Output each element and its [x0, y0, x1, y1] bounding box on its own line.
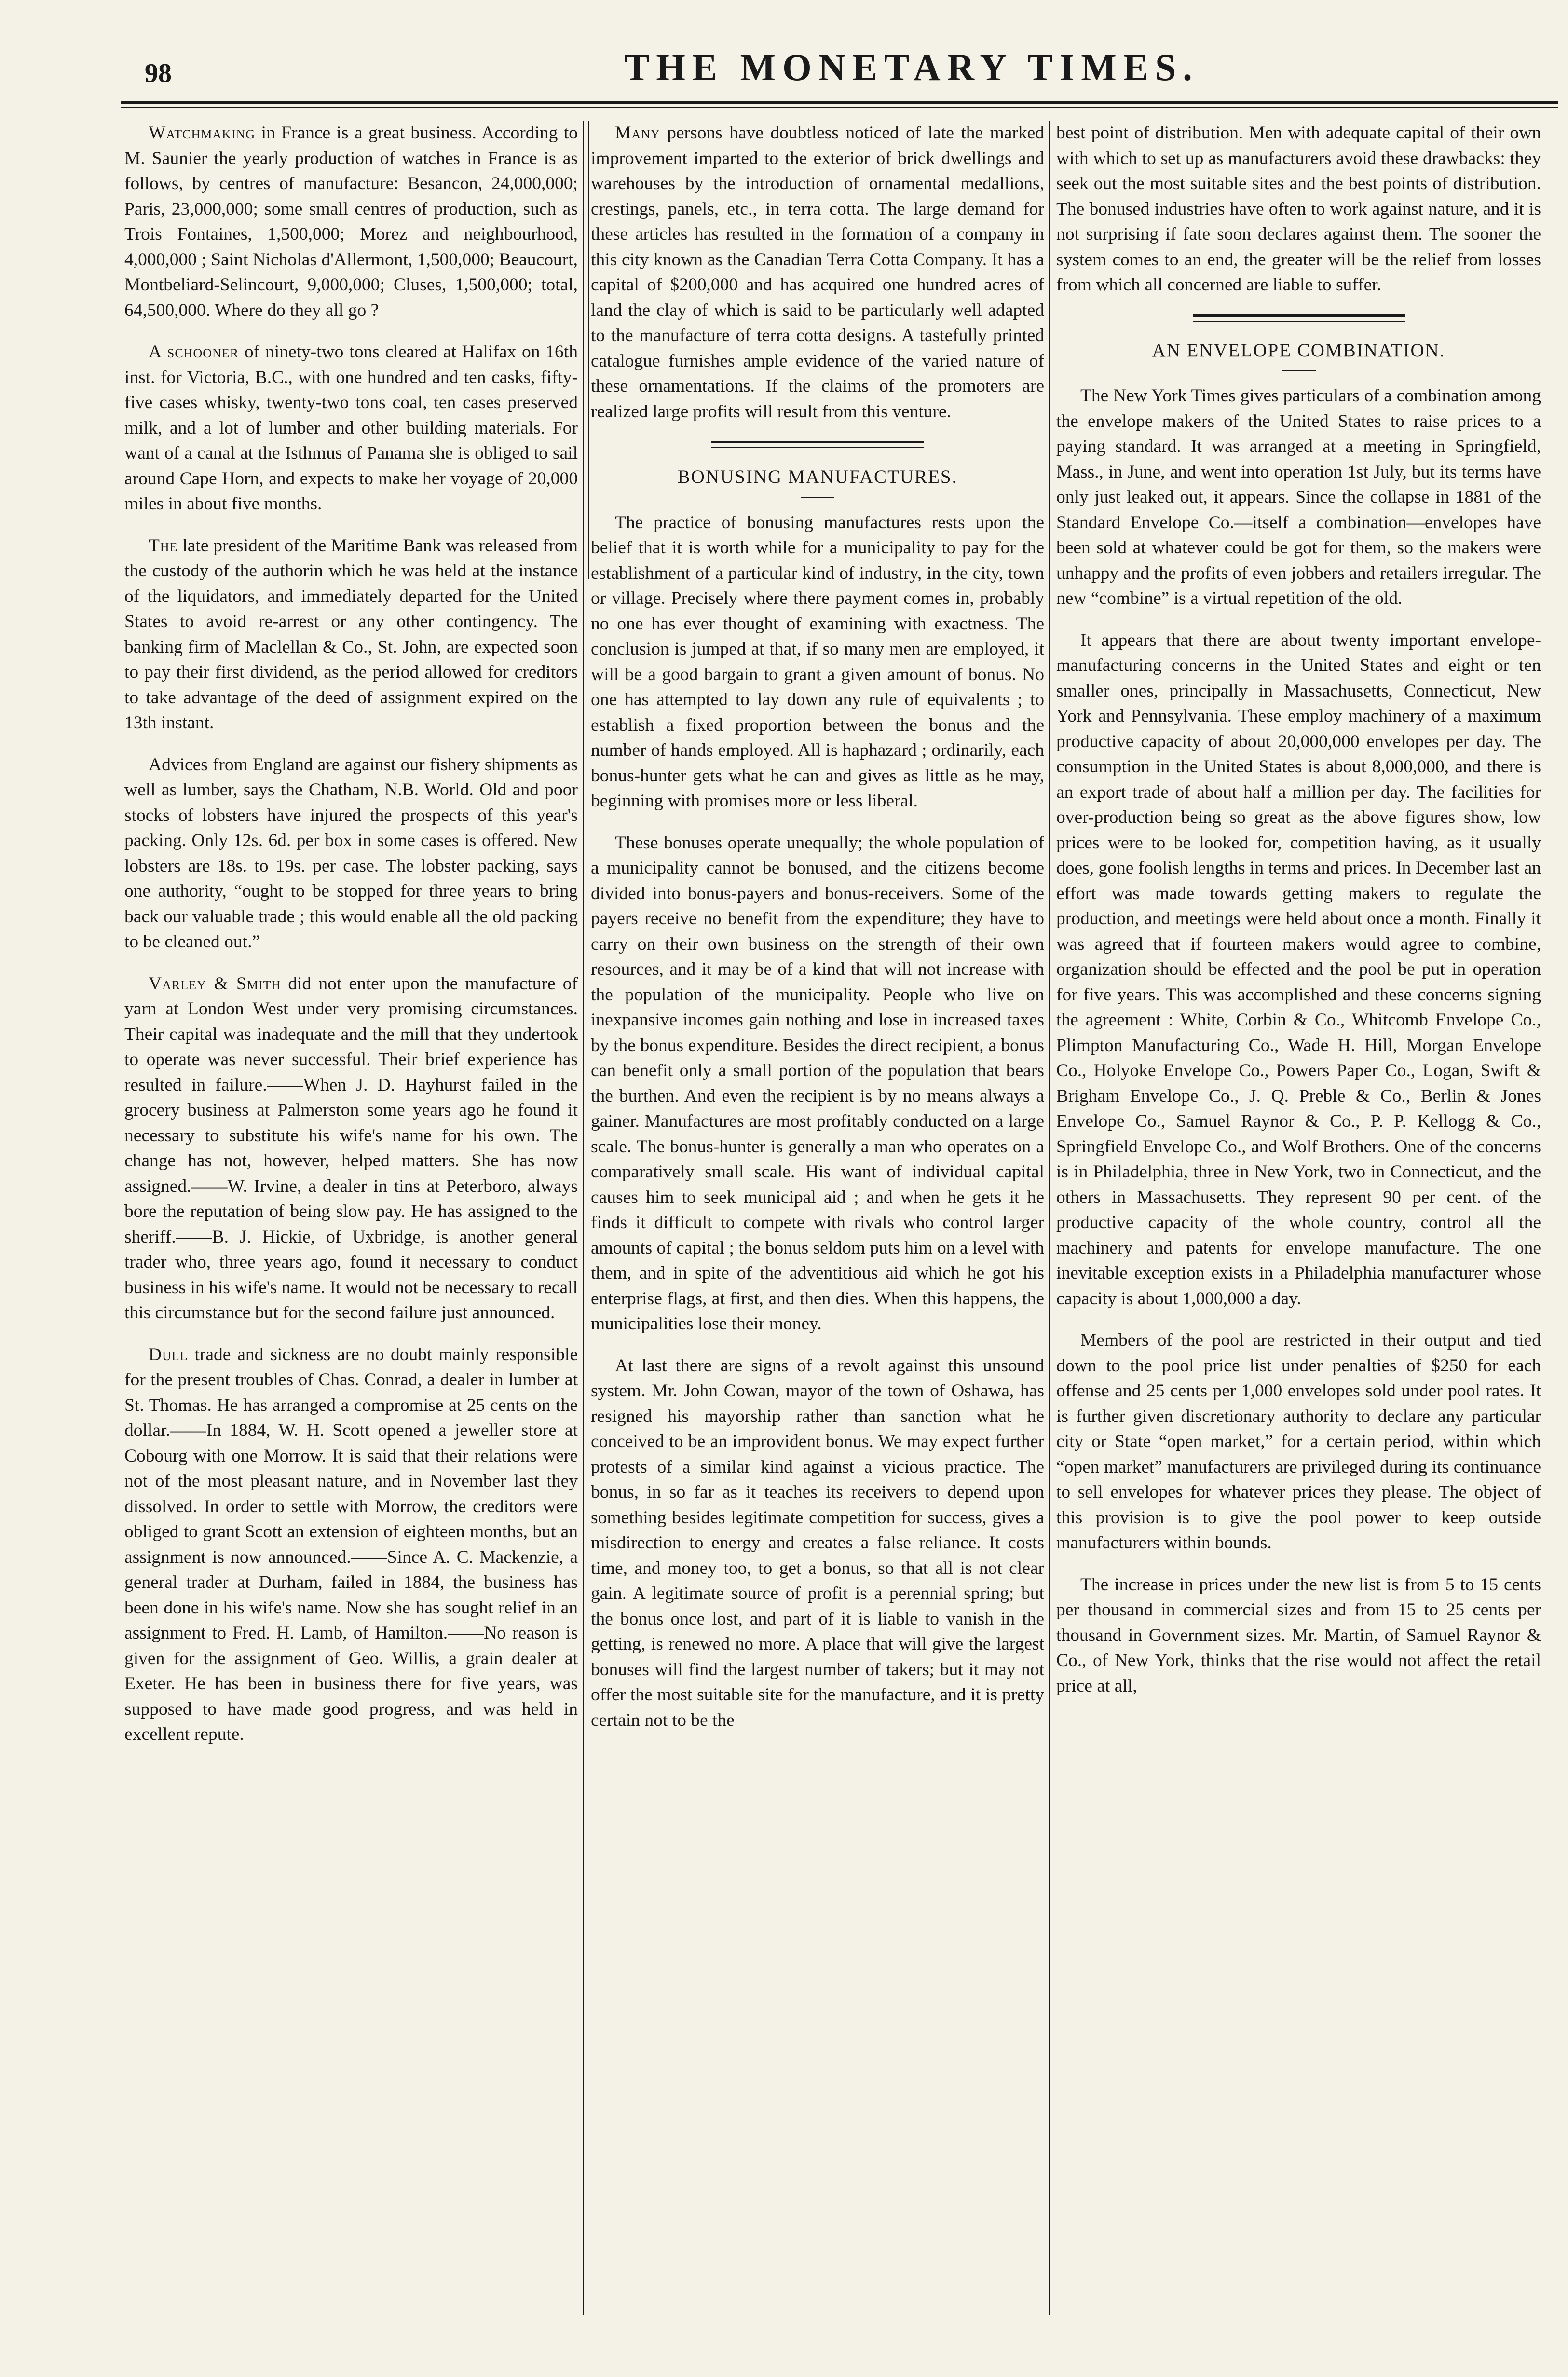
section-separator	[711, 441, 924, 448]
section-separator	[1193, 314, 1405, 322]
article-paragraph: Members of the pool are restricted in their output and tied down to the pool price list under penalties of $250 for each offense and 25 cents per 1,000 envelopes sold under pool rates. It is further given discretionary authority to declare any particular city or State “open market,” for a certain period, within which “open market” manufacturers are privileged during its continuance to sell envelopes for whatever prices they please. The object of this provision is to give the pool power to keep outside manufacturers within bounds.	[1056, 1330, 1541, 1553]
column-2	[591, 121, 1044, 2315]
column-1	[124, 121, 578, 2315]
masthead-rule	[121, 101, 1558, 104]
news-item: The late president of the Maritime Bank was released from the custody of the authorin which he was held at the instance of the liquidators, and immediately departed for the United States to avoid re-arrest or any other contingency. The banking firm of Maclellan & Co., St. John, are expected soon to pay their first dividend, as the period allowed for creditors to take advantage of the deed of assignment expired on the 13th instant.	[124, 535, 578, 733]
column-3	[1056, 121, 1541, 2315]
page-number: 98	[145, 58, 172, 88]
news-item: Dull trade and sickness are no doubt mainly responsible for the present troubles of Chas. Conrad, a dealer in lumber at St. Thomas. He has arranged a compromise at 25 cents on the dollar.——In 1884, W. H. Scott opened a jeweller store at Cobourg with one Morrow. It is said that their relations were not of the most pleasant nature, and in November last they dissolved. In order to settle with Morrow, the creditors were obliged to grant Scott an extension of eighteen months, but an assignment is now announced.——Since A. C. Mackenzie, a general trader at Durham, failed in 1884, the business has been done in his wife's name. Now she has sought relief in an assignment to Fred. H. Lamb, of Hamilton.——No reason is given for the assignment of Geo. Willis, a grain dealer at Exeter. He has been in business there for five years, was supposed to have made good progress, and was held in excellent repute.	[124, 1344, 578, 1744]
masthead-rule-thin	[121, 107, 1558, 108]
news-item: Advices from England are against our fishery shipments as well as lumber, says the Chatham, N.B. World. Old and poor stocks of lobsters have injured the prospects of this year's packing. Only 12s. 6d. per box in some cases is offered. New lobsters are 18s. to 19s. per case. The lobster packing, says one authority, “ought to be stopped for three years to bring back our valuable trade ; this would enable all the old packing to be cleaned out.”	[124, 754, 578, 952]
news-item: A schooner of ninety-two tons cleared at Halifax on 16th inst. for Victoria, B.C., with one hundred and ten casks, fifty-five cases whisky, twenty-two tons coal, ten cases preserved milk, and a lot of lumber and other building materials. For want of a canal at the Isthmus of Panama she is obliged to sail around Cape Horn, and expects to make her voyage of 20,000 miles in about five months.	[124, 342, 578, 514]
article-heading: BONUSING MANUFACTURES.	[677, 466, 958, 487]
article-paragraph: best point of distribution. Men with adequate capital of their own with which to set up as manufacturers avoid these drawbacks: they seek out the most suitable sites and the best points of distribution. The bonused industries have often to work against nature, and it is not surprising if fate soon declares against them. The sooner the system comes to an end, the greater will be the relief from losses from which all concerned are liable to suffer.	[1056, 123, 1541, 295]
heading-rule	[801, 497, 834, 498]
article-paragraph: At last there are signs of a revolt against this unsound system. Mr. John Cowan, mayor of the town of Oshawa, has resigned his mayorship rather than sanction what he conceived to be an improvident bonus. We may expect further protests of a similar kind against a vicious practice. The bonus, in so far as it teaches its receivers to depend upon something besides legitimate competition for success, gives a misdirection to energy and creates a false reliance. It costs time, and money too, to get a bonus, so that all is not clear gain. A legitimate source of profit is a perennial spring; but the bonus once lost, and part of it is liable to vanish in the getting, is renewed no more. A place that will give the largest bonuses will find the largest number of takers; but it may not offer the most suitable site for the manufacture, and it is pretty certain not to be the	[591, 1355, 1044, 1730]
column-divider-double	[588, 121, 589, 579]
column-divider	[583, 121, 584, 2315]
article-heading: AN ENVELOPE COMBINATION.	[1152, 340, 1445, 361]
news-item: Varley & Smith did not enter upon the manufacture of yarn at London West under very promising circumstances. Their capital was inadequate and the mill that they undertook to operate was never successful. Their brief experience has resulted in failure.——When J. D. Hayhurst failed in the grocery business at Palmerston some years ago he found it necessary to substitute his wife's name for his own. The change has not, however, helped matters. She has now assigned.——W. Irvine, a dealer in tins at Peterboro, always bore the reputation of being slow pay. He has assigned to the sheriff.——B. J. Hickie, of Uxbridge, is another general trader who, three years ago, found it necessary to conduct business in his wife's name. It would not be necessary to recall this circumstance but for the second failure just announced.	[124, 973, 578, 1323]
article-paragraph: The practice of bonusing manufactures rests upon the belief that it is worth while for a municipality to pay for the establishment of a particular kind of industry, in the city, town or village. Precisely where there payment comes in, probably no one has ever thought of examining with exactness. The conclusion is jumped at that, if so many men are employed, it will be a good bargain to grant a given amount of bonus. No one has attempted to lay down any rule of equivalents ; to establish a fixed proportion between the bonus and the number of hands employed. All is haphazard ; ordinarily, each bonus-hunter gets what he can and gives as little as he may, beginning with promises more or less liberal.	[591, 512, 1044, 811]
column-divider	[1049, 121, 1050, 2315]
article-paragraph: The increase in prices under the new list is from 5 to 15 cents per thousand in commercial sizes and from 15 to 25 cents per thousand in Government sizes. Mr. Martin, of Samuel Raynor & Co., of New York, thinks that the rise would not affect the retail price at all,	[1056, 1574, 1541, 1696]
article-paragraph: It appears that there are about twenty important envelope-manufacturing concerns in the United States and eight or ten smaller ones, principally in Massachusetts, Connecticut, New York and Pennsylvania. These employ machinery of a maximum productive capacity of about 20,000,000 envelopes per day. The consumption in the United States is about 8,000,000, and there is an export trade of about half a million per day. The facilities for over-production being so great as the above figures show, low prices were to be looked for, competition having, as it usually does, gone foolish lengths in terms and prices. In December last an effort was made towards getting makers to regulate the production, and meetings were held about once a month. Finally it was agreed that if fourteen makers would agree to combine, organization should be effected and the pool be put in operation for five years. This was accomplished and these concerns signing the agreement : White, Corbin & Co., Whitcomb Envelope Co., Plimpton Manufacturing Co., Wade H. Hill, Morgan Envelope Co., Holyoke Envelope Co., Powers Paper Co., Logan, Swift & Brigham Envelope Co., J. Q. Preble & Co., Berlin & Jones Envelope Co., Samuel Raynor & Co., P. P. Kellogg & Co., Springfield Envelope Co., and Wolf Brothers. One of the concerns is in Philadelphia, three in New York, two in Connecticut, and the others in Massachusetts. They represent 90 per cent. of the productive capacity of the whole country, control all the machinery and patents for envelope manufacture. The one inevitable exception exists in a Philadelphia manufacturer whose capacity is about 1,000,000 a day.	[1056, 630, 1541, 1309]
heading-rule	[1282, 370, 1316, 371]
article-paragraph: The New York Times gives particulars of a combination among the envelope makers of the United States to raise prices to a paying standard. It was arranged at a meeting in Springfield, Mass., in June, and went into operation 1st July, but its terms have only just leaked out, it appears. Since the collapse in 1881 of the Standard Envelope Co.—itself a combination—envelopes have been sold at whatever could be got for them, so the makers were unhappy and the profits of even jobbers and retailers irregular. The new “combine” is a virtual repetition of the old.	[1056, 386, 1541, 608]
news-item: Watchmaking in France is a great business. According to M. Saunier the yearly production of watches in France is as follows, by centres of manufacture: Besancon, 24,000,000; Paris, 23,000,000; some small centres of production, such as Trois Fontaines, 1,500,000; Morez and neighbourhood, 4,000,000 ; Saint Nicholas d'Allermont, 1,500,000; Beaucourt, Montbeliard-Selincourt, 9,000,000; Cluses, 1,500,000; total, 64,500,000. Where do they all go ?	[124, 123, 578, 320]
news-item: Many persons have doubtless noticed of late the marked improvement imparted to the exterior of brick dwellings and warehouses by the introduction of ornamental medallions, crestings, panels, etc., in terra cotta. The large demand for these articles has resulted in the formation of a company in this city known as the Canadian Terra Cotta Company. It has a capital of $200,000 and has acquired one hundred acres of land the clay of which is said to be particularly well adapted to the manufacture of terra cotta designs. A tastefully printed catalogue furnishes ample evidence of the varied nature of these ornamentations. If the claims of the promoters are realized large profits will result from this venture.	[591, 123, 1044, 422]
masthead-title: THE MONETARY TIMES.	[624, 46, 1199, 88]
article-paragraph: These bonuses operate unequally; the whole population of a municipality cannot be bonused, and the citizens become divided into bonus-payers and bonus-receivers. Some of the payers receive no benefit from the expenditure; they have to carry on their own business on the strength of their own resources, and it may be of a kind that will not increase with the population of the municipality. People who live on inexpansive incomes gain nothing and lose in increased taxes by the bonus expenditure. Besides the direct recipient, a bonus can benefit only a small portion of the population that bears the burthen. And even the recipient is by no means always a gainer. Manufactures are most profitably conducted on a large scale. The bonus-hunter is generally a man who operates on a comparatively small scale. His want of individual capital causes him to seek municipal aid ; and when he gets it he finds it difficult to compete with rivals who control larger amounts of capital ; the bonus seldom puts him on a level with them, and in spite of the adventitious aid which he got his enterprise flags, at first, and then dies. When this happens, the municipalities lose their money.	[591, 833, 1044, 1334]
